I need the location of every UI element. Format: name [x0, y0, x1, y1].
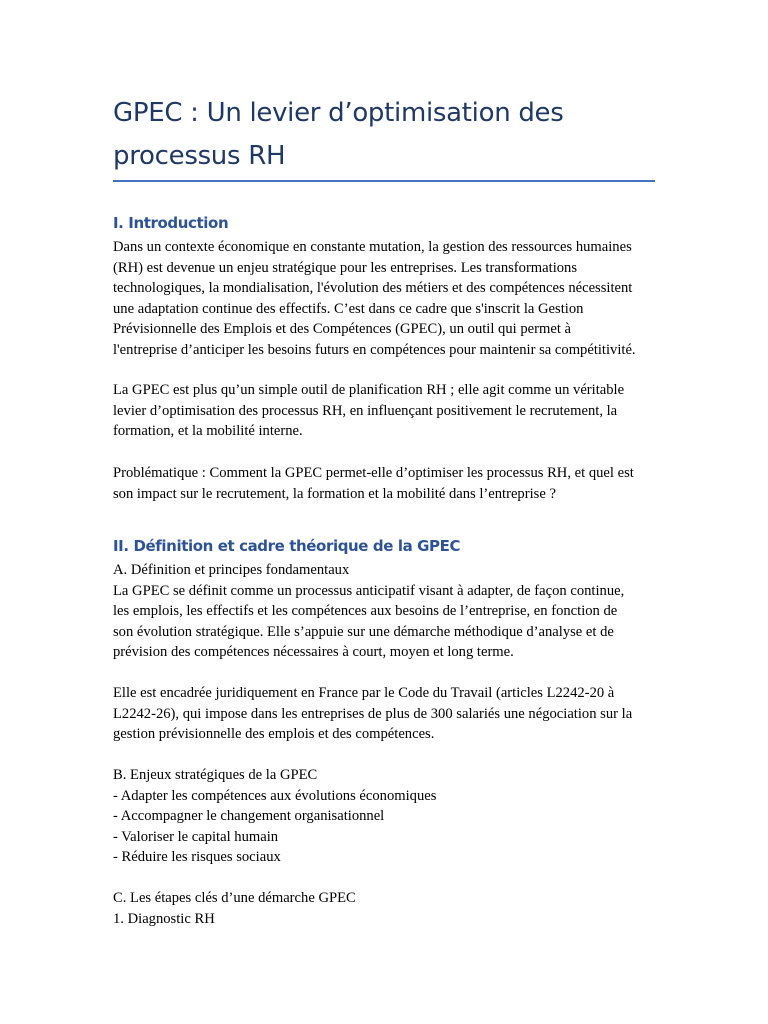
text-line: une adaptation continue des effectifs. C’est dans ce cadre que s'inscrit la Gestion [113, 300, 584, 317]
paragraph [113, 683, 655, 745]
text-line: Prévisionnelle des Emplois et des Compétences (GPEC), un outil qui permet à [113, 321, 572, 338]
paragraph [113, 237, 655, 361]
text-line: A. Définition et principes fondamentaux [113, 562, 350, 578]
section-heading-definition: II. Définition et cadre théorique de la GPEC [113, 537, 461, 555]
paragraph-etapes [113, 888, 655, 929]
text-line: L2242-26), qui impose dans les entreprises de plus de 300 salariés une négociation sur la [113, 705, 633, 722]
text-line: Problématique : Comment la GPEC permet-elle d’optimiser les processus RH, et quel est [113, 465, 634, 481]
list-item: - Accompagner le changement organisationnel [113, 808, 385, 825]
paragraph-enjeux [113, 765, 655, 868]
paragraph [113, 380, 655, 442]
text-line: Dans un contexte économique en constante mutation, la gestion des ressources humaines [113, 239, 632, 255]
title-line: GPEC : Un levier d’optimisation des [113, 98, 564, 128]
text-line: B. Enjeux stratégiques de la GPEC [113, 767, 318, 783]
text-line: levier d’optimisation des processus RH, en influençant positivement le recrutement, la [113, 402, 618, 419]
text-line: prévision des compétences nécessaires à court, moyen et long terme. [113, 644, 514, 661]
list-item: - Réduire les risques sociaux [113, 849, 281, 866]
text-line: technologiques, la mondialisation, l'évolution des métiers et des compétences nécessitent [113, 280, 633, 297]
text-line: C. Les étapes clés d’une démarche GPEC [113, 890, 356, 906]
paragraph [113, 560, 655, 663]
text-line: La GPEC se définit comme un processus anticipatif visant à adapter, de façon continue, [113, 582, 625, 599]
list-item: - Valoriser le capital humain [113, 828, 279, 845]
section-heading-introduction: I. Introduction [113, 214, 229, 232]
list-item: 1. Diagnostic RH [113, 910, 215, 927]
text-line: les emplois, les effectifs et les compétences aux besoins de l’entreprise, en fonction de [113, 603, 618, 620]
document-title [113, 92, 655, 178]
title-line: processus RH [113, 141, 286, 171]
title-underline [113, 180, 655, 182]
list-item: - Adapter les compétences aux évolutions économiques [113, 787, 437, 804]
text-line: La GPEC est plus qu’un simple outil de planification RH ; elle agit comme un véritable [113, 382, 625, 398]
text-line: Elle est encadrée juridiquement en France par le Code du Travail (articles L2242-20 à [113, 685, 615, 701]
text-line: son impact sur le recrutement, la formation et la mobilité dans l’entreprise ? [113, 485, 556, 502]
text-line: (RH) est devenue un enjeu stratégique pour les entreprises. Les transformations [113, 259, 578, 276]
text-line: gestion prévisionnelle des emplois et des compétences. [113, 726, 435, 743]
text-line: son évolution stratégique. Elle s’appuie sur une démarche méthodique d’analyse et de [113, 623, 614, 640]
text-line: formation, et la mobilité interne. [113, 423, 303, 440]
paragraph-problematique [113, 463, 655, 504]
text-line: l'entreprise d’anticiper les besoins futurs en compétences pour maintenir sa compétitivité. [113, 341, 636, 358]
